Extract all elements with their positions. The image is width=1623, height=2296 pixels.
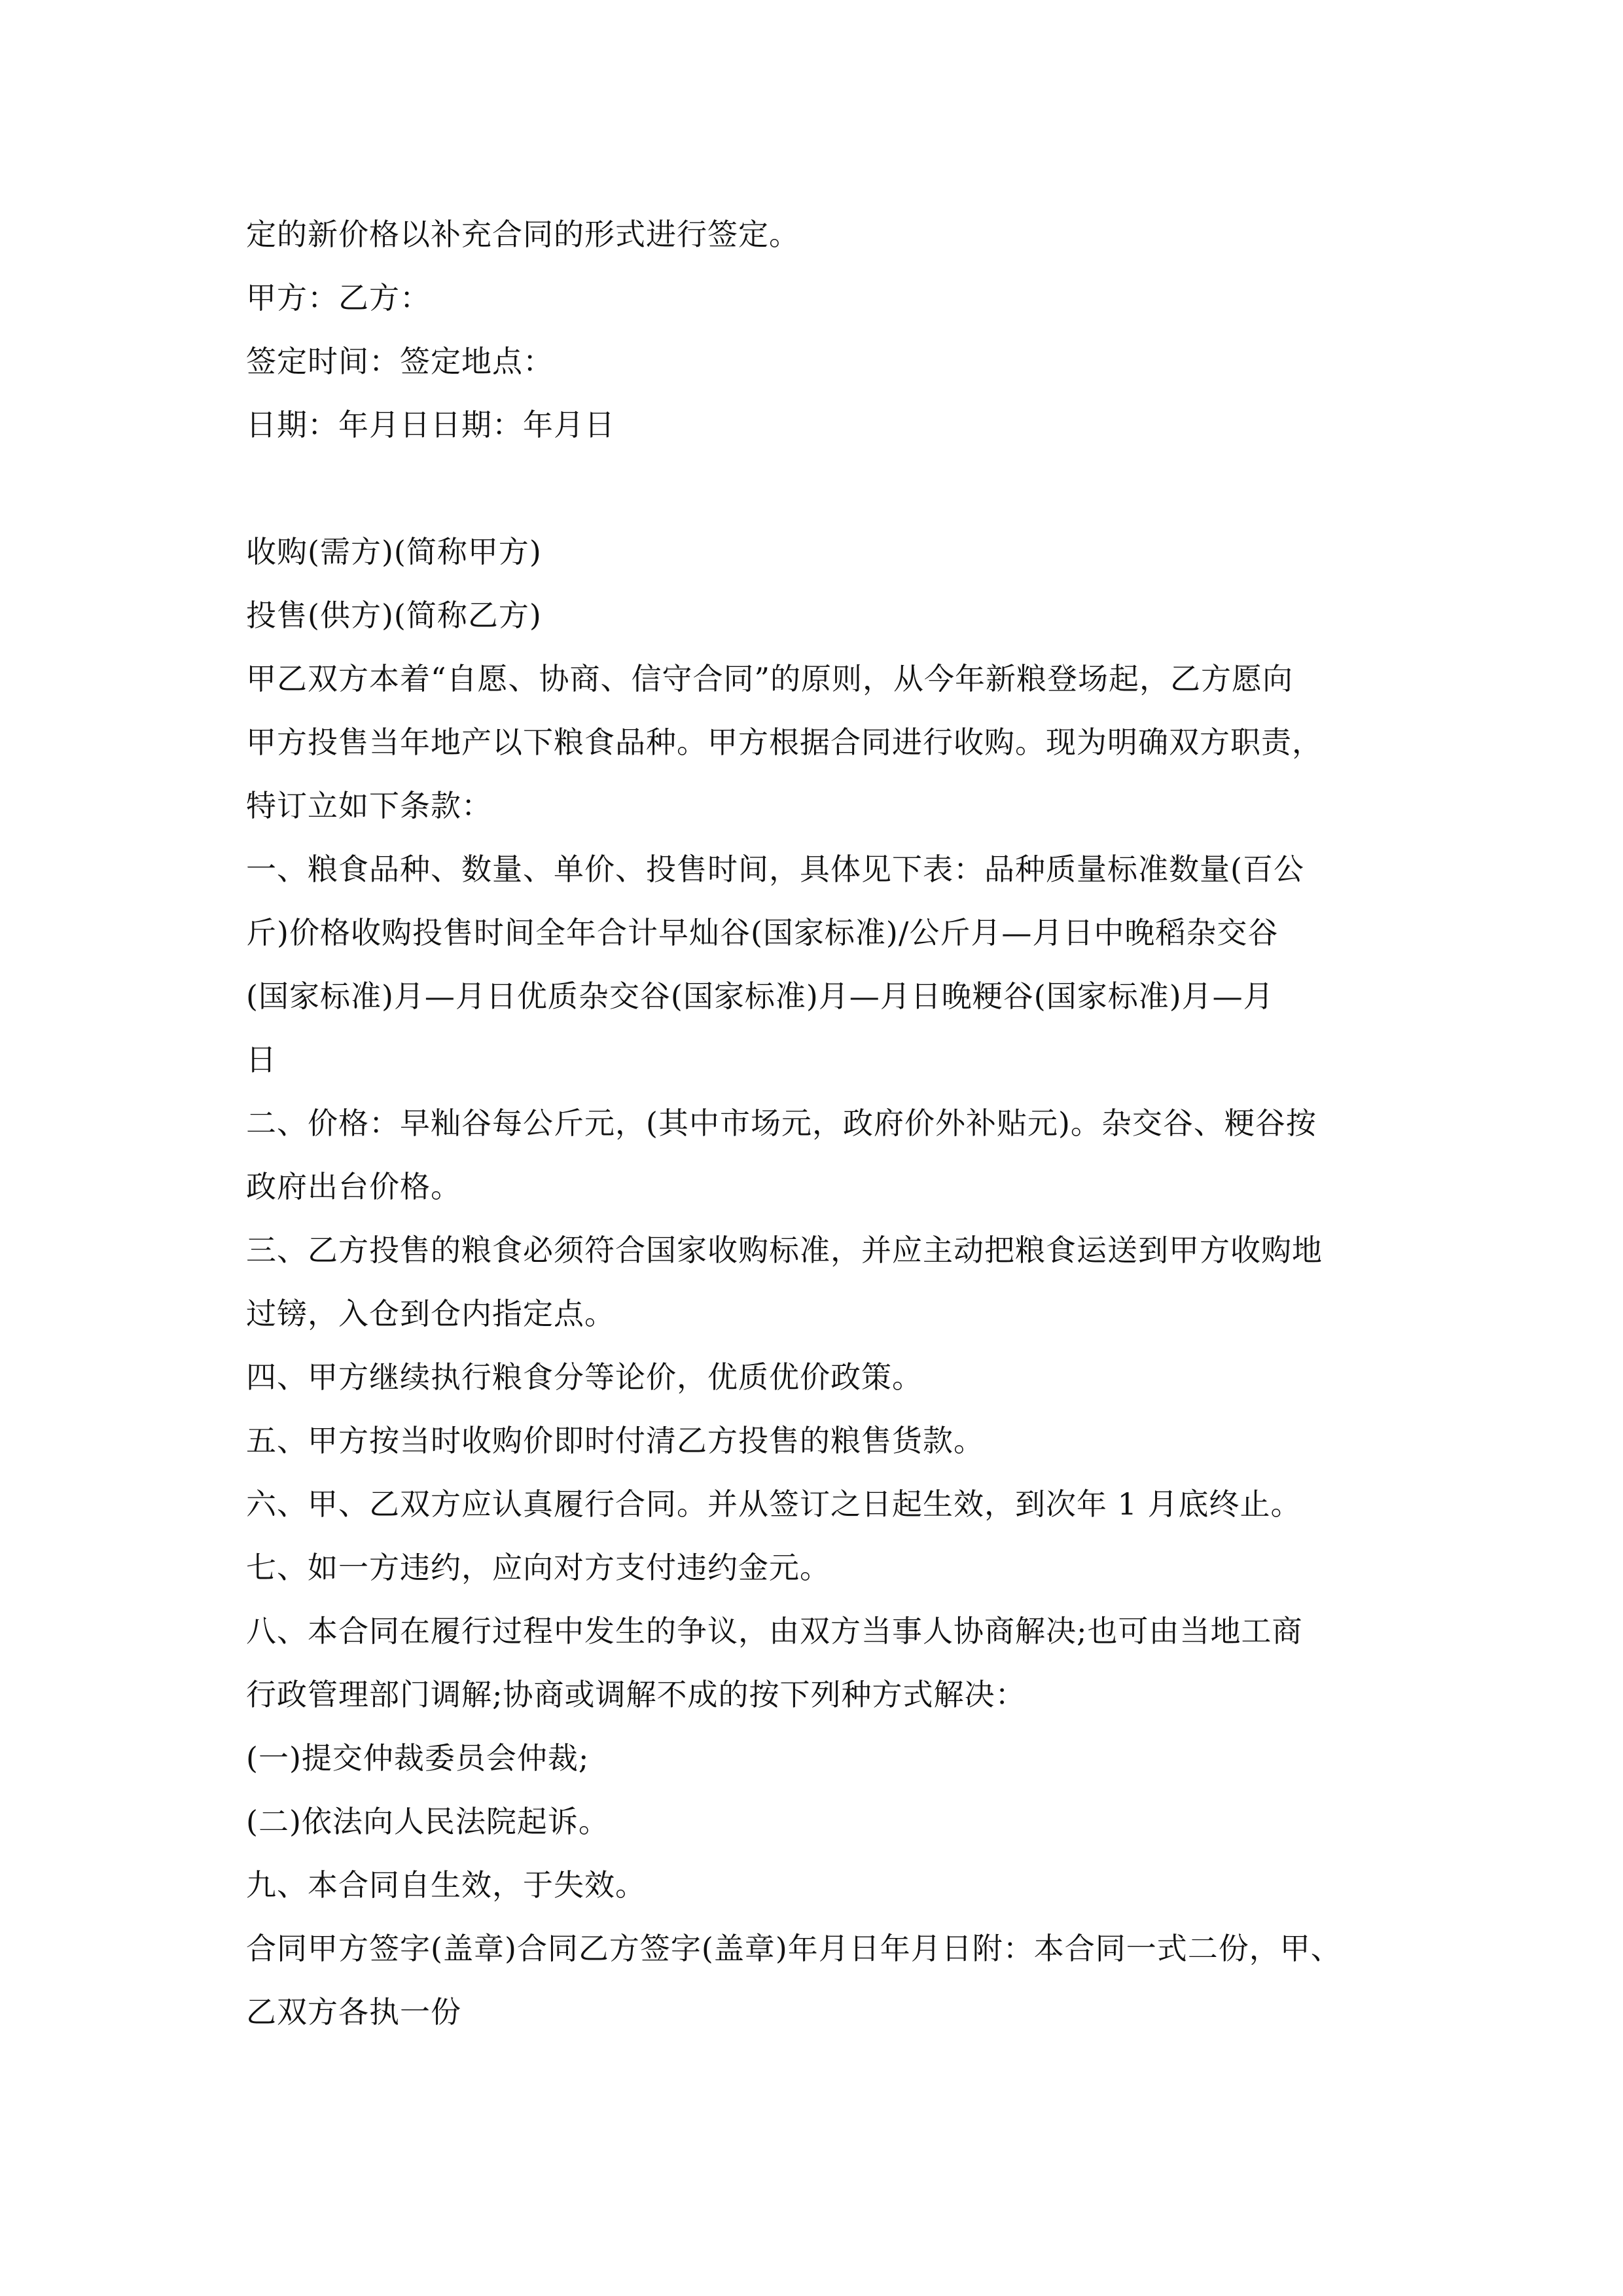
text-line: 斤)价格收购投售时间全年合计早灿谷(国家标准)/公斤月—月日中晚稻杂交谷 [246, 915, 1279, 950]
document-body [246, 203, 1398, 2044]
text-line: 六、甲、乙双方应认真履行合同。并从签订之日起生效，到次年 1 月底终止。 [246, 1486, 1302, 1522]
text-line: 甲乙双方本着“自愿、协商、信守合同”的原则，从今年新粮登场起，乙方愿向 [246, 661, 1294, 696]
text-line: 签定时间：签定地点： [246, 344, 554, 379]
text-line: (国家标准)月—月日优质杂交谷(国家标准)月—月日晚粳谷(国家标准)月—月 [246, 978, 1274, 1014]
text-line: 乙双方各执一份 [246, 1994, 461, 2030]
text-line: 甲方：乙方： [246, 280, 431, 315]
text-line: 三、乙方投售的粮食必须符合国家收购标准，并应主动把粮食运送到甲方收购地 [246, 1232, 1323, 1268]
text-line: 日期：年月日日期：年月日 [246, 407, 615, 442]
text-line: (一)提交仲裁委员会仲裁; [246, 1740, 590, 1776]
text-line: 合同甲方签字(盖章)合同乙方签字(盖章)年月日年月日附：本合同一式二份，甲、 [246, 1931, 1342, 1966]
text-line: 一、粮食品种、数量、单价、投售时间，具体见下表：品种质量标准数量(百公 [246, 852, 1304, 887]
text-line: 四、甲方继续执行粮食分等论价，优质优价政策。 [246, 1359, 923, 1395]
text-line: 定的新价格以补充合同的形式进行签定。 [246, 217, 800, 252]
text-line: 过镑，入仓到仓内指定点。 [246, 1296, 615, 1331]
text-line: 日 [246, 1042, 277, 1077]
text-line: 七、如一方违约，应向对方支付违约金元。 [246, 1550, 830, 1585]
text-line: 行政管理部门调解;协商或调解不成的按下列种方式解决： [246, 1677, 1026, 1712]
paragraph-gap [246, 457, 1398, 520]
text-line: 八、本合同在履行过程中发生的争议，由双方当事人协商解决;也可由当地工商 [246, 1613, 1303, 1649]
text-line: (二)依法向人民法院起诉。 [246, 1804, 609, 1839]
text-line: 政府出台价格。 [246, 1169, 461, 1204]
text-line: 特订立如下条款： [246, 788, 492, 823]
text-line: 九、本合同自生效，于失效。 [246, 1867, 646, 1903]
text-line: 甲方投售当年地产以下粮食品种。甲方根据合同进行收购。现为明确双方职责， [246, 725, 1323, 760]
text-line: 五、甲方按当时收购价即时付清乙方投售的粮售货款。 [246, 1423, 984, 1458]
text-line: 二、价格：早籼谷每公斤元，(其中市场元，政府价外补贴元)。杂交谷、粳谷按 [246, 1105, 1317, 1141]
text-line: 收购(需方)(简称甲方) [246, 534, 542, 569]
text-line: 投售(供方)(简称乙方) [246, 598, 542, 633]
